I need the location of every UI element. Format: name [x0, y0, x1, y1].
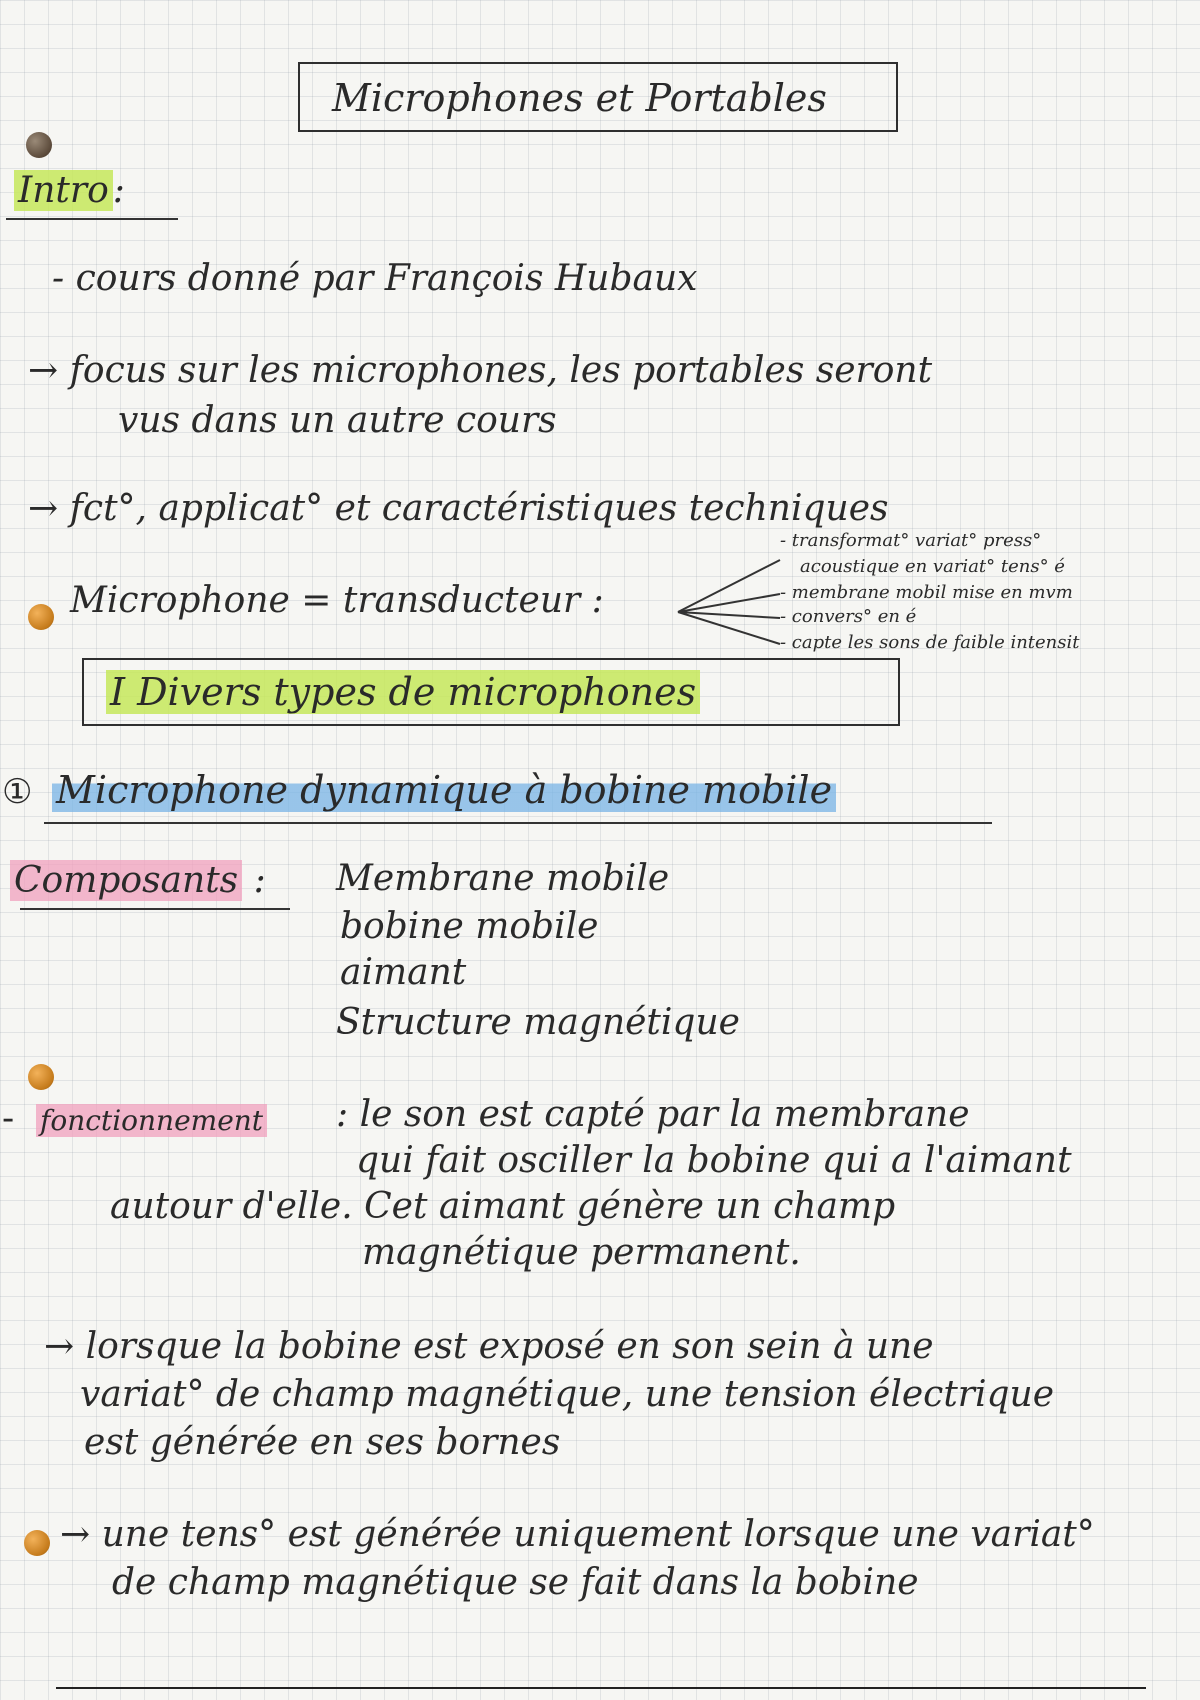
intro-colon: : [112, 170, 125, 211]
operation-line-3: autour d'elle. Cet aimant génère un champ [110, 1186, 896, 1227]
paragraph3-line-1: → une tens° est générée uniquement lorsque une variat° [60, 1514, 1095, 1555]
components-colon: : [253, 860, 266, 901]
section-heading-text: I Divers types de microphones [106, 670, 700, 714]
bullet-dot [24, 1530, 50, 1556]
intro-heading-text: Intro [14, 170, 113, 211]
bullet-dot [28, 1064, 54, 1090]
transducer-branch-1b: acoustique en variat° tens° é [800, 556, 1065, 577]
components-label-wrap [10, 860, 266, 901]
section-box [82, 658, 900, 726]
paragraph2-line-1: → lorsque la bobine est exposé en son sein à une [44, 1326, 934, 1367]
transducer-branch-4: - capte les sons de faible intensit [780, 632, 1080, 653]
intro-line-4: → fct°, applicat° et caractéristiques techniques [28, 488, 889, 529]
title-box [298, 62, 898, 132]
operation-line-2: qui fait osciller la bobine qui a l'aimant [356, 1140, 1072, 1181]
operation-label-wrap [36, 1104, 267, 1137]
components-label: Composants [10, 860, 242, 901]
transducer-branch-2: - membrane mobil mise en mvm [780, 582, 1073, 603]
component-item: aimant [340, 952, 467, 993]
section-heading [106, 670, 700, 714]
bullet-dot [26, 132, 52, 158]
intro-heading [14, 170, 125, 211]
subsection-number: ① [2, 772, 33, 812]
component-item: bobine mobile [340, 906, 599, 947]
transducer-branch-3: - convers° en é [780, 606, 917, 627]
transducer-branch-1: - transformat° variat° press° [780, 530, 1042, 551]
component-item: Membrane mobile [336, 858, 670, 899]
operation-dash: - [2, 1098, 15, 1139]
intro-line-3: vus dans un autre cours [118, 400, 557, 441]
operation-label: fonctionnement [36, 1104, 267, 1137]
paragraph2-line-3: est générée en ses bornes [84, 1422, 561, 1463]
paragraph2-line-2: variat° de champ magnétique, une tension électrique [80, 1374, 1055, 1415]
page-title: Microphones et Portables [332, 76, 827, 120]
intro-line-1: - cours donné par François Hubaux [52, 258, 698, 299]
intro-underline [6, 218, 178, 220]
components-underline [20, 908, 290, 910]
transducer-main: Microphone = transducteur : [70, 580, 604, 621]
subsection-heading [52, 768, 836, 812]
intro-line-2: → focus sur les microphones, les portables seront [28, 350, 933, 391]
page-bottom-rule [56, 1687, 1146, 1689]
component-item: Structure magnétique [336, 1002, 740, 1043]
bullet-dot [28, 604, 54, 630]
subsection-underline [44, 822, 992, 824]
paragraph3-line-2: de champ magnétique se fait dans la bobine [112, 1562, 919, 1603]
operation-line-1: : le son est capté par la membrane [336, 1094, 970, 1135]
subsection-heading-text: Microphone dynamique à bobine mobile [52, 768, 836, 812]
operation-line-4: magnétique permanent. [362, 1232, 801, 1273]
